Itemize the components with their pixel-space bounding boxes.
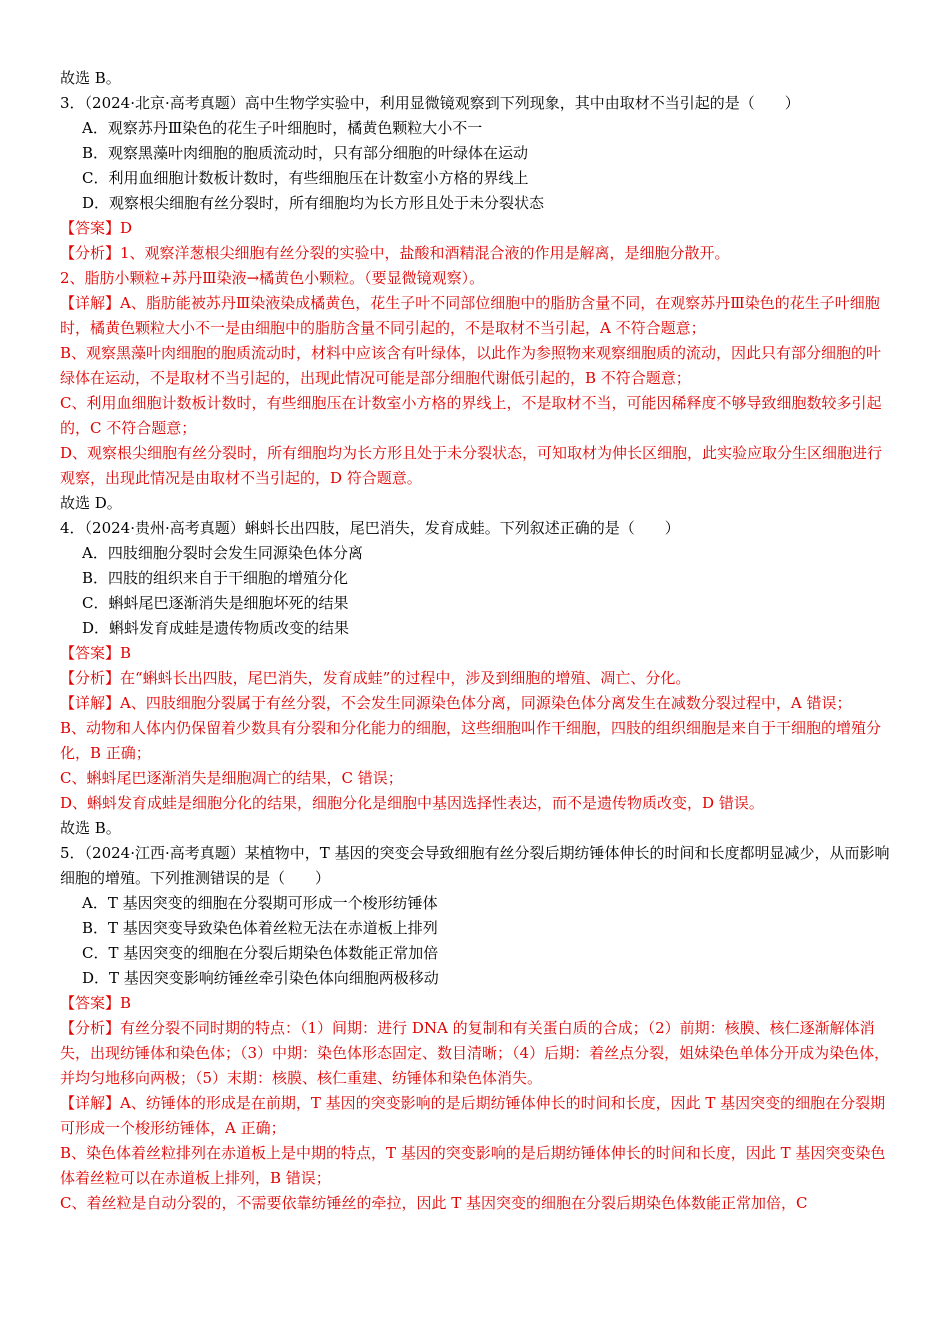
q5-detail-a: 【详解】A、纺锤体的形成是在前期，T 基因的突变影响的是后期纺锤体伸长的时间和长度，因此 T 基因突变的细胞在分裂期可形成一个梭形纺锤体，A 正确； — [60, 1094, 886, 1137]
q3-detail-c: C、利用血细胞计数板计数时，有些细胞压在计数室小方格的界线上，不是取材不当，可能因稀释度不够导致细胞数较多引起的，C 不符合题意； — [60, 394, 882, 437]
q3-option-c: C．利用血细胞计数板计数时，有些细胞压在计数室小方格的界线上 — [82, 169, 529, 187]
q3-option-d: D．观察根尖细胞有丝分裂时，所有细胞均为长方形且处于未分裂状态 — [82, 194, 545, 212]
q3-answer: 【答案】D — [60, 219, 133, 237]
q5-detail-b: B、染色体着丝粒排列在赤道板上是中期的特点，T 基因的突变影响的是后期纺锤体伸长的时间和长度，因此 T 基因突变染色体着丝粒可以在赤道板上排列，B 错误； — [60, 1144, 886, 1187]
q3-conclusion: 故选 D。 — [60, 494, 122, 512]
q4-answer: 【答案】B — [60, 644, 132, 662]
q4-detail-b: B、动物和人体内仍保留着少数具有分裂和分化能力的细胞，这些细胞叫作干细胞，四肢的组织细胞是来自于干细胞的增殖分化，B 正确； — [60, 719, 882, 762]
q4-analysis: 【分析】在“蝌蚪长出四肢，尾巴消失，发育成蛙”的过程中，涉及到细胞的增殖、凋亡、分化。 — [60, 669, 691, 687]
q4-detail-c: C、蝌蚪尾巴逐渐消失是细胞凋亡的结果，C 错误； — [60, 769, 403, 787]
q3-option-b: B．观察黑藻叶肉细胞的胞质流动时，只有部分细胞的叶绿体在运动 — [82, 144, 529, 162]
q5-option-b: B．T 基因突变导致染色体着丝粒无法在赤道板上排列 — [82, 919, 438, 937]
q5-answer: 【答案】B — [60, 994, 132, 1012]
q4-option-c: C．蝌蚪尾巴逐渐消失是细胞坏死的结果 — [82, 594, 349, 612]
q4-conclusion: 故选 B。 — [60, 819, 121, 837]
q3-detail-d: D、观察根尖细胞有丝分裂时，所有细胞均为长方形且处于未分裂状态，可知取材为伸长区细胞，此实验应取分生区细胞进行观察，出现此情况是由取材不当引起的，D 符合题意。 — [60, 444, 883, 487]
q5-detail-c: C、着丝粒是自动分裂的，不需要依靠纺锤丝的牵拉，因此 T 基因突变的细胞在分裂后期染色体数能正常加倍，C — [60, 1194, 808, 1212]
q5-option-c: C．T 基因突变的细胞在分裂后期染色体数能正常加倍 — [82, 944, 439, 962]
conclusion-prev: 故选 B。 — [60, 69, 121, 87]
q4-stem: 4．（2024·贵州·高考真题）蝌蚪长出四肢，尾巴消失，发育成蛙。下列叙述正确的是（ ） — [60, 519, 680, 537]
q4-option-a: A．四肢细胞分裂时会发生同源染色体分离 — [82, 544, 363, 562]
q4-option-b: B．四肢的组织来自于干细胞的增殖分化 — [82, 569, 349, 587]
q4-option-d: D．蝌蚪发育成蛙是遗传物质改变的结果 — [82, 619, 350, 637]
q3-stem: 3．（2024·北京·高考真题）高中生物学实验中，利用显微镜观察到下列现象，其中由取材不当引起的是（ ） — [60, 94, 800, 112]
q5-analysis: 【分析】有丝分裂不同时期的特点：（1）间期：进行 DNA 的复制和有关蛋白质的合成；（2）前期：核膜、核仁逐渐解体消失，出现纺锤体和染色体；（3）中期：染色体形态固定、数目清晰；（4）后期：着丝点分裂，姐妹染色单体分开成为染色体，并均匀地移向两极；（5）末期：核膜、核仁重建、纺锤体和染色体消失。 — [60, 1019, 890, 1087]
q5-stem: 5．（2024·江西·高考真题）某植物中，T 基因的突变会导致细胞有丝分裂后期纺锤体伸长的时间和长度都明显减少，从而影响细胞的增殖。下列推测错误的是（ ） — [60, 844, 890, 887]
q5-option-d: D．T 基因突变影响纺锤丝牵引染色体向细胞两极移动 — [82, 969, 439, 987]
q5-option-a: A．T 基因突变的细胞在分裂期可形成一个梭形纺锤体 — [82, 894, 438, 912]
q3-detail-b: B、观察黑藻叶肉细胞的胞质流动时，材料中应该含有叶绿体，以此作为参照物来观察细胞质的流动，因此只有部分细胞的叶绿体在运动，不是取材不当引起的，出现此情况可能是部分细胞代谢低引起的，B 不符合题意； — [60, 344, 882, 387]
q3-analysis-2: 2、脂肪小颗粒+苏丹Ⅲ染液→橘黄色小颗粒。（要显微镜观察）。 — [60, 269, 485, 287]
q3-option-a: A．观察苏丹Ⅲ染色的花生子叶细胞时，橘黄色颗粒大小不一 — [82, 119, 483, 137]
q3-analysis-1: 【分析】1、观察洋葱根尖细胞有丝分裂的实验中，盐酸和酒精混合液的作用是解离，是细胞分散开。 — [60, 244, 730, 262]
q3-detail-a: 【详解】A、脂肪能被苏丹Ⅲ染液染成橘黄色，花生子叶不同部位细胞中的脂肪含量不同，在观察苏丹Ⅲ染色的花生子叶细胞时，橘黄色颗粒大小不一是由细胞中的脂肪含量不同引起的，不是取材不当引起，A 不符合题意； — [60, 294, 880, 337]
q4-detail-d: D、蝌蚪发育成蛙是细胞分化的结果，细胞分化是细胞中基因选择性表达，而不是遗传物质改变，D 错误。 — [60, 794, 764, 812]
document-page — [60, 66, 892, 1216]
q4-detail-a: 【详解】A、四肢细胞分裂属于有丝分裂，不会发生同源染色体分离，同源染色体分离发生在减数分裂过程中，A 错误； — [60, 694, 852, 712]
